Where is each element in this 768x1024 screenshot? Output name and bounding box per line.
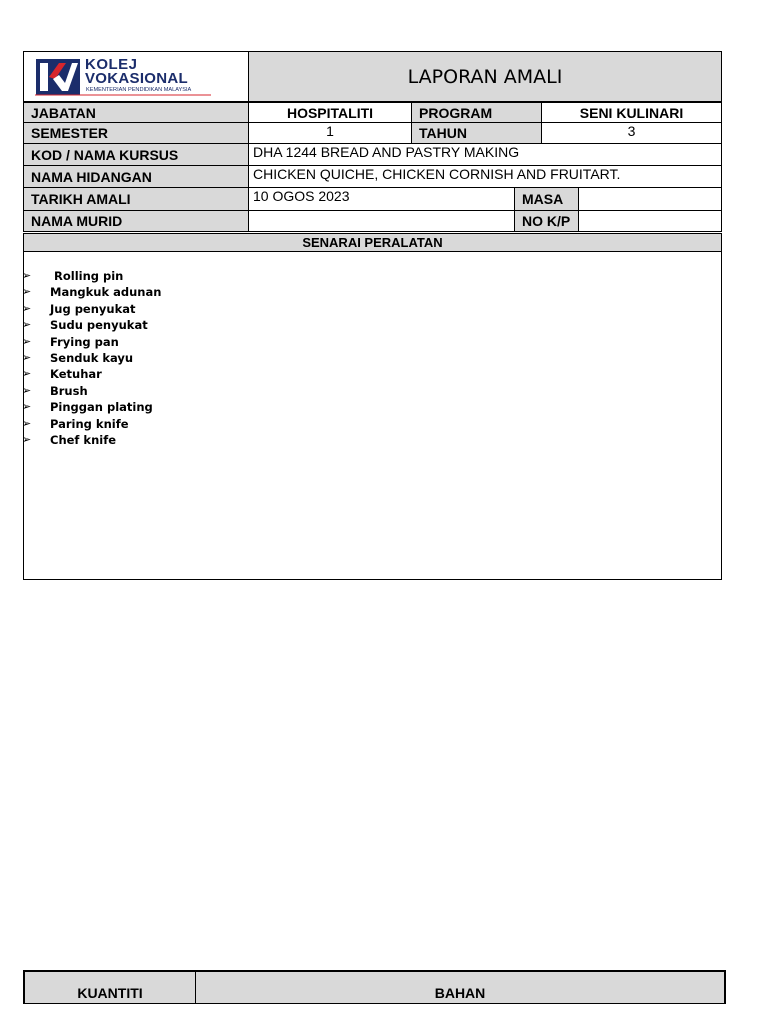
equipment-item-label: Jug penyukat: [50, 301, 136, 316]
bahan-header: [195, 970, 726, 1004]
title-cell: [248, 51, 722, 102]
arrow-bullet-icon: ➢: [22, 318, 32, 332]
list-item: [22, 268, 161, 284]
arrow-bullet-icon: ➢: [22, 383, 32, 397]
masa-value: [578, 187, 722, 211]
logo-line2: VOKASIONAL: [85, 70, 189, 87]
list-item: [22, 317, 161, 333]
arrow-bullet-icon: ➢: [22, 400, 32, 414]
kursus-label: KOD / NAMA KURSUS: [23, 143, 249, 166]
bahan-label: BAHAN: [434, 985, 486, 1001]
kuantiti-label: KUANTITI: [77, 985, 143, 1001]
list-item: [22, 383, 161, 399]
logo-line3: KEMENTERIAN PENDIDIKAN MALAYSIA: [86, 87, 192, 93]
masa-label: MASA: [514, 187, 579, 211]
equipment-item-label: Rolling pin: [50, 269, 124, 283]
hidangan-label: NAMA HIDANGAN: [23, 165, 249, 188]
tahun-label: TAHUN: [411, 122, 542, 144]
murid-label: NAMA MURID: [23, 210, 249, 232]
equipment-item-label: Sudu penyukat: [50, 318, 148, 333]
arrow-bullet-icon: ➢: [22, 416, 32, 430]
list-item: [22, 350, 161, 366]
semester-value: 1: [248, 122, 412, 144]
hidangan-value: CHICKEN QUICHE, CHICKEN CORNISH AND FRUITART.: [248, 165, 722, 188]
tarikh-label: TARIKH AMALI: [23, 187, 249, 211]
equipment-heading-cell: [23, 233, 722, 252]
program-label: PROGRAM: [411, 102, 542, 123]
arrow-bullet-icon: ➢: [22, 350, 32, 364]
equipment-item-label: Chef knife: [50, 432, 117, 447]
equipment-item-label: Senduk kayu: [50, 350, 134, 365]
arrow-bullet-icon: ➢: [22, 269, 32, 282]
jabatan-value: HOSPITALITI: [248, 102, 412, 123]
tarikh-value: 10 OGOS 2023: [248, 187, 515, 211]
kp-label: NO K/P: [514, 210, 579, 232]
list-item: [22, 284, 161, 300]
program-value: SENI KULINARI: [541, 102, 722, 123]
college-logo: [35, 57, 211, 97]
equipment-item-label: Ketuhar: [50, 367, 102, 382]
equipment-item-label: Brush: [50, 383, 88, 398]
kp-value: [578, 210, 722, 232]
logo-line1: KOLEJ: [85, 56, 138, 73]
equipment-item-label: Mangkuk adunan: [50, 285, 162, 300]
equipment-item-label: Paring knife: [50, 416, 129, 431]
arrow-bullet-icon: ➢: [22, 367, 32, 381]
semester-label: SEMESTER: [23, 122, 249, 144]
arrow-bullet-icon: ➢: [22, 285, 32, 299]
list-item: [22, 416, 161, 432]
murid-value: [248, 210, 515, 232]
jabatan-label: JABATAN: [23, 102, 249, 123]
arrow-bullet-icon: ➢: [22, 301, 32, 315]
list-item: [22, 432, 161, 448]
equipment-heading: SENARAI PERALATAN: [302, 235, 443, 250]
arrow-bullet-icon: ➢: [22, 334, 32, 348]
equipment-item-label: Pinggan plating: [50, 400, 153, 415]
tahun-value: 3: [541, 122, 722, 144]
list-item: [22, 334, 161, 350]
arrow-bullet-icon: ➢: [22, 432, 32, 446]
page-title: LAPORAN AMALI: [407, 65, 563, 88]
equipment-list: [22, 268, 161, 448]
list-item: [22, 301, 161, 317]
list-item: [22, 366, 161, 382]
list-item: [22, 399, 161, 415]
kursus-value: DHA 1244 BREAD AND PASTRY MAKING: [248, 143, 722, 166]
kuantiti-header: [23, 970, 196, 1004]
equipment-item-label: Frying pan: [50, 334, 119, 349]
